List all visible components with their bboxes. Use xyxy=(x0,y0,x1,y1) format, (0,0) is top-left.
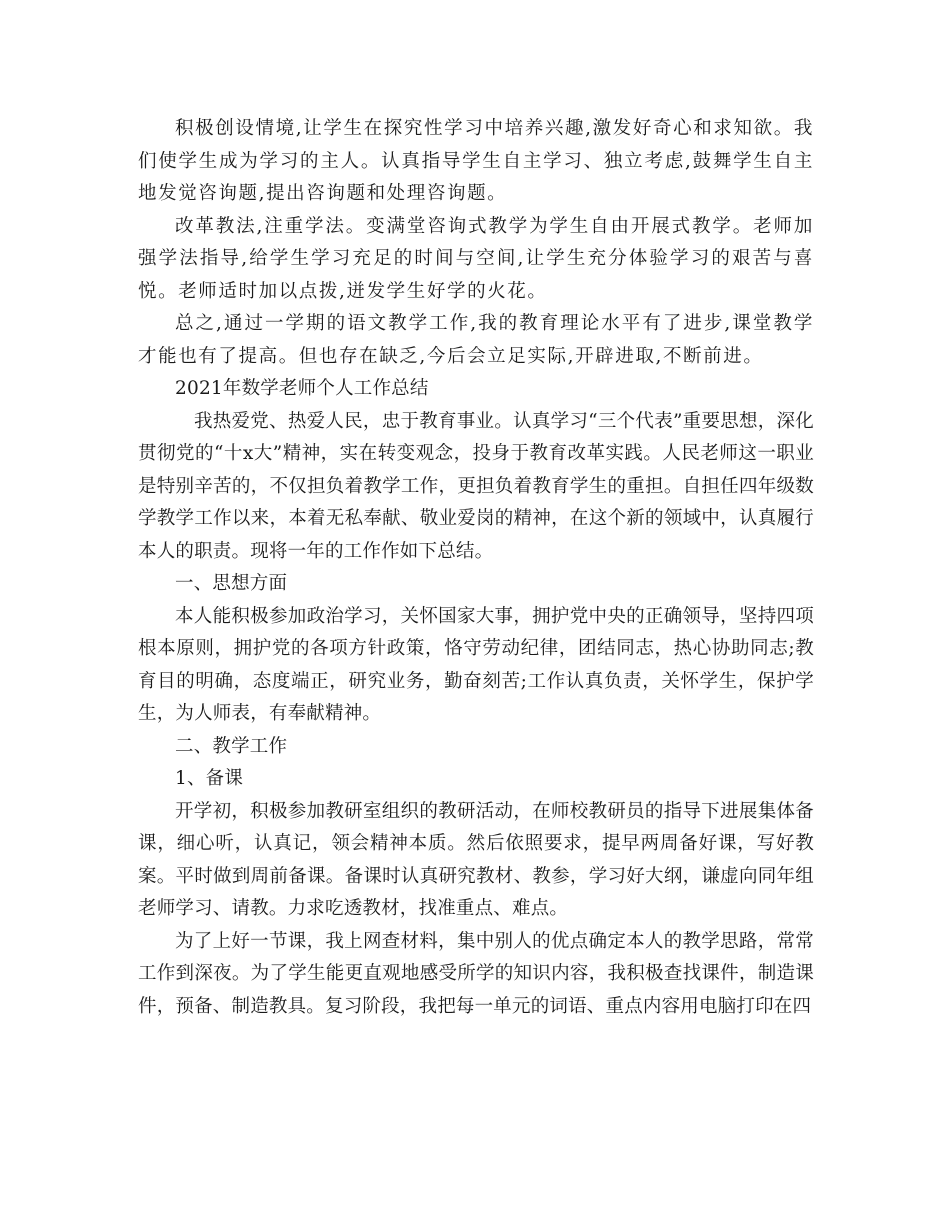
paragraph-summary: 总之,通过一学期的语文教学工作,我的教育理论水平有了进步,课堂教学才能也有了提高。但也存在缺乏,今后会立足实际,开辟进取,不断前进。 xyxy=(138,313,814,367)
subsection-heading-lesson-prep: 1、备课 xyxy=(175,768,244,789)
paragraph-teaching-reform: 改革教法,注重学法。变满堂咨询式教学为学生自由开展式教学。老师加强学法指导,给学生学习充足的时间与空间,让学生充分体验学习的艰苦与喜悦。老师适时加以点拨,迸发学生好学的火花。 xyxy=(138,215,814,302)
paragraph-introduction: 我热爱党、热爱人民，忠于教育事业。认真学习“三个代表”重要思想，深化贯彻党的“十x大”精神，实在转变观念，投身于教育改革实践。人民老师这一职业是特别辛苦的，不仅担负着教学工作，更担负着教育学生的重担。自担任四年级数学教学工作以来，本着无私奉献、敬业爱岗的精神，在这个新的领域中，认真履行本人的职责。现将一年的工作作如下总结。 xyxy=(138,410,814,562)
document-page xyxy=(138,113,814,1023)
section-heading-ideology: 一、思想方面 xyxy=(175,573,288,594)
document-title: 2021年数学老师个人工作总结 xyxy=(175,378,429,399)
paragraph-ideology: 本人能积极参加政治学习，关怀国家大事，拥护党中央的正确领导，坚持四项根本原则，拥护党的各项方针政策，恪守劳动纪律，团结同志，热心协助同志;教育目的明确，态度端正，研究业务，勤奋刻苦;工作认真负责，关怀学生，保护学生，为人师表，有奉献精神。 xyxy=(138,605,814,724)
section-heading-teaching: 二、教学工作 xyxy=(175,735,288,757)
paragraph-inquiry-learning: 积极创设情境,让学生在探究性学习中培养兴趣,激发好奇心和求知欲。我们使学生成为学习的主人。认真指导学生自主学习、独立考虑,鼓舞学生自主地发觉咨询题,提出咨询题和处理咨询题。 xyxy=(138,118,814,204)
paragraph-lesson-prep: 开学初，积极参加教研室组织的教研活动，在师校教研员的指导下进展集体备课，细心听，认真记，领会精神本质。然后依照要求，提早两周备好课，写好教案。平时做到周前备课。备课时认真研究教材、教参，学习好大纲，谦虚向同年组老师学习、请教。力求吃透教材，找准重点、难点。 xyxy=(138,800,814,919)
paragraph-class-preparation: 为了上好一节课，我上网查材料，集中别人的优点确定本人的教学思路，常常工作到深夜。为了学生能更直观地感受所学的知识内容，我积极查找课件，制造课件，预备、制造教具。复习阶段，我把每一单元的词语、重点内容用电脑打印在四 xyxy=(138,930,814,1017)
